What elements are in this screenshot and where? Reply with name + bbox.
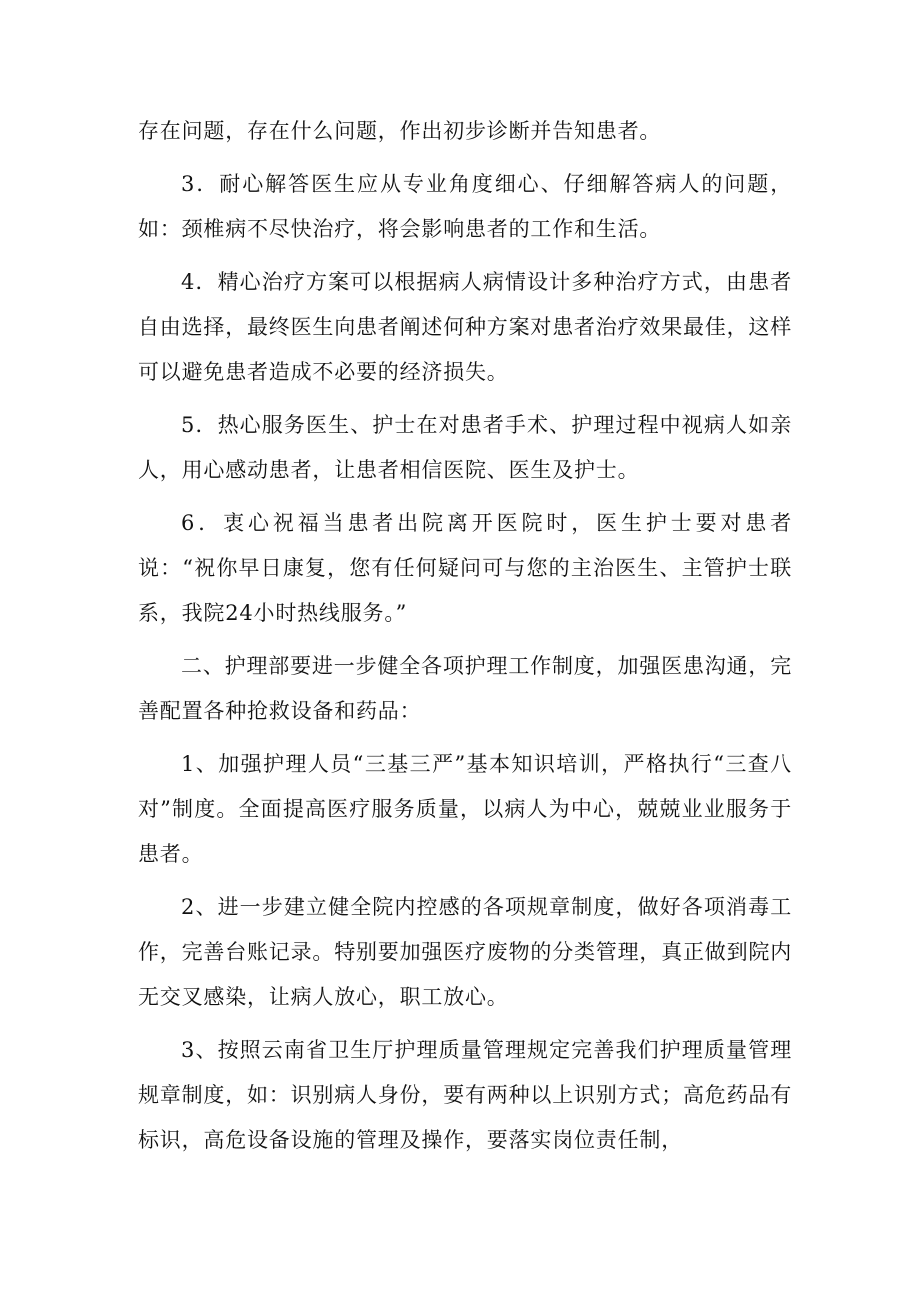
paragraph-item-6: 6．衷心祝福当患者出院离开医院时，医生护士要对患者说：“祝你早日康复，您有任何疑问可与您的主治医生、主管护士联系，我院24小时热线服务。” — [138, 511, 792, 625]
paragraph-item-4: 4．精心治疗方案可以根据病人病情设计多种治疗方式，由患者自由选择，最终医生向患者阐述何种方案对患者治疗效果最佳，这样可以避免患者造成不必要的经济损失。 — [138, 270, 792, 384]
document-body — [138, 109, 792, 1163]
paragraph-subitem-1: 1、加强护理人员“三基三严”基本知识培训，严格执行“三查八对”制度。全面提高医疗服务质量，以病人为中心，兢兢业业服务于患者。 — [138, 752, 792, 866]
section-heading-2: 二、护理部要进一步健全各项护理工作制度，加强医患沟通，完善配置各种抢救设备和药品： — [138, 654, 792, 723]
paragraph-subitem-3: 3、按照云南省卫生厅护理质量管理规定完善我们护理质量管理规章制度，如：识别病人身份，要有两种以上识别方式；高危药品有标识，高危设备设施的管理及操作，要落实岗位责任制， — [138, 1038, 792, 1152]
paragraph-item-5: 5．热心服务医生、护士在对患者手术、护理过程中视病人如亲人，用心感动患者，让患者相信医院、医生及护士。 — [138, 413, 792, 482]
paragraph-continuation: 存在问题，存在什么问题，作出初步诊断并告知患者。 — [138, 119, 662, 143]
paragraph-subitem-2: 2、进一步建立健全院内控感的各项规章制度，做好各项消毒工作，完善台账记录。特别要加强医疗废物的分类管理，真正做到院内无交叉感染，让病人放心，职工放心。 — [138, 895, 792, 1009]
paragraph-item-3: 3．耐心解答医生应从专业角度细心、仔细解答病人的问题，如：颈椎病不尽快治疗，将会影响患者的工作和生活。 — [138, 172, 792, 241]
